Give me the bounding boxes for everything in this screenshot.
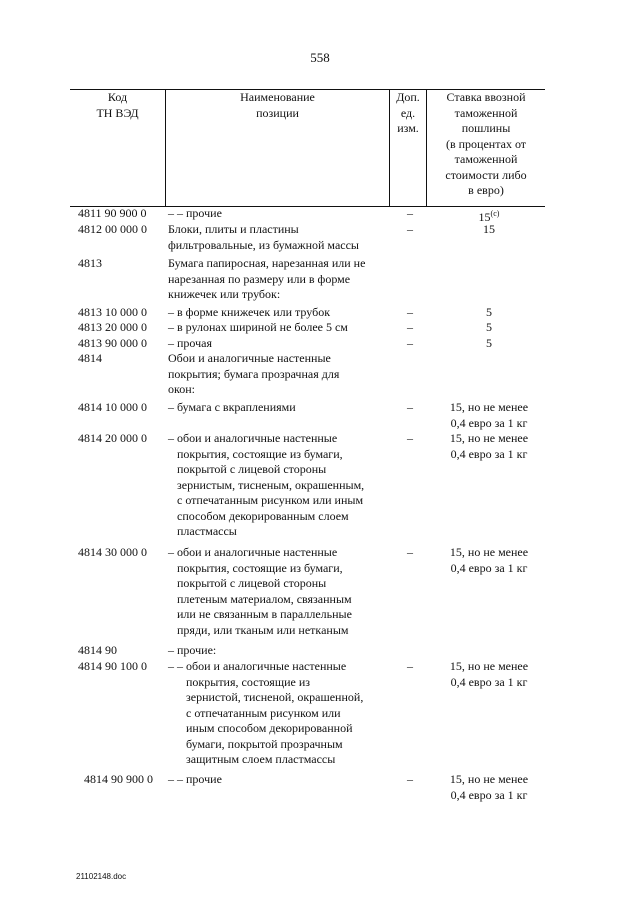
position-name-line: способом декорированным слоем xyxy=(168,508,349,523)
header-unit: Доп. ед. изм. xyxy=(396,90,420,135)
tn-ved-code: 4812 00 000 0 xyxy=(78,222,147,236)
tn-ved-code: 4814 90 100 0 xyxy=(78,659,147,673)
duty-rate-line xyxy=(433,788,545,804)
position-name-line: с отпечатанным рисунком или xyxy=(168,705,341,720)
duty-rate-text: 5 xyxy=(486,305,492,319)
position-name-line: окон: xyxy=(168,382,195,396)
duty-rate-text: 5 xyxy=(486,336,492,350)
position-name xyxy=(168,351,393,398)
position-name xyxy=(168,256,393,303)
position-name-line: нарезанная по размеру или в форме xyxy=(168,271,351,286)
duty-rate-line xyxy=(433,431,545,447)
tn-ved-code: 4813 90 000 0 xyxy=(78,336,147,350)
duty-rate-line xyxy=(433,320,545,336)
position-name-line: покрытой с лицевой стороны xyxy=(168,462,327,476)
position-name-line: Бумага папиросная, нарезанная или не xyxy=(168,256,366,270)
position-name-line: – обои и аналогичные настенные xyxy=(168,431,338,445)
position-name xyxy=(168,659,393,768)
position-name-line: покрытой с лицевой стороны xyxy=(168,576,327,590)
position-name-line: – обои и аналогичные настенные xyxy=(168,545,338,559)
position-name-line: плетеным материалом, связанным xyxy=(168,591,352,606)
position-name-line: пластмассы xyxy=(168,524,237,538)
tn-ved-code: 4813 20 000 0 xyxy=(78,320,147,334)
duty-rate-text: 15, но не менее xyxy=(449,545,529,559)
additional-unit: – xyxy=(407,206,413,220)
duty-rate-text: 15 xyxy=(483,222,495,236)
position-name-line: – в рулонах шириной не более 5 см xyxy=(168,320,348,334)
tn-ved-code: 4814 xyxy=(78,351,102,365)
tn-ved-code: 4814 30 000 0 xyxy=(78,545,147,559)
position-name xyxy=(168,305,393,321)
duty-rate-text: 15, но не менее xyxy=(449,659,529,673)
position-name-line: фильтровальные, из бумажной массы xyxy=(168,237,359,252)
duty-rate-text: 15, но не менее xyxy=(449,400,529,414)
duty-rate-text: 0,4 евро за 1 кг xyxy=(450,446,528,461)
position-name xyxy=(168,431,393,540)
tn-ved-code: 4814 20 000 0 xyxy=(78,431,147,445)
footer-filename: 21102148.doc xyxy=(76,872,127,881)
tn-ved-code: 4813 10 000 0 xyxy=(78,305,147,319)
duty-rate-text: 5 xyxy=(486,320,492,334)
additional-unit: – xyxy=(407,659,413,673)
position-name-line: – в форме книжечек или трубок xyxy=(168,305,331,319)
position-name-line: покрытия; бумага прозрачная для xyxy=(168,366,340,381)
duty-rate xyxy=(433,545,545,576)
duty-rate-text: 15, но не менее xyxy=(449,772,529,786)
header-code: Код ТН ВЭД xyxy=(96,90,139,120)
duty-rate-text: 15, но не менее xyxy=(449,431,529,445)
footnote-marker: (c) xyxy=(490,209,500,218)
duty-rate xyxy=(433,659,545,690)
duty-rate xyxy=(433,400,545,431)
position-name xyxy=(168,643,393,659)
position-name-line: иным способом декорированной xyxy=(168,721,353,735)
duty-rate-text: 0,4 евро за 1 кг xyxy=(450,674,528,689)
position-name-line: покрытия, состоящие из бумаги, xyxy=(168,560,343,575)
duty-rate-line xyxy=(433,416,545,432)
duty-rate-line xyxy=(433,400,545,416)
position-name xyxy=(168,545,393,638)
position-name-line: Обои и аналогичные настенные xyxy=(168,351,331,365)
position-name-line: пряди, или тканым или нетканым xyxy=(168,622,349,637)
duty-rate-line xyxy=(433,659,545,675)
tn-ved-code: 4814 90 xyxy=(78,643,117,657)
duty-rate xyxy=(433,320,545,336)
position-name-line: – прочие: xyxy=(168,643,217,657)
position-name xyxy=(168,336,393,352)
position-name-line: – – обои и аналогичные настенные xyxy=(168,659,347,673)
additional-unit: – xyxy=(407,772,413,786)
duty-rate-line xyxy=(433,772,545,788)
duty-rate-line xyxy=(433,545,545,561)
position-name-line: зернистой, тисненой, окрашенной, xyxy=(168,690,364,704)
duty-rate-line xyxy=(433,336,545,352)
additional-unit: – xyxy=(407,320,413,334)
position-name-line: – бумага с вкраплениями xyxy=(168,400,296,414)
duty-rate xyxy=(433,222,545,238)
tn-ved-code: 4811 90 900 0 xyxy=(78,206,147,220)
duty-rate-line xyxy=(433,561,545,577)
position-name-line: или не связанным в параллельные xyxy=(168,607,352,621)
additional-unit: – xyxy=(407,222,413,236)
position-name xyxy=(168,222,393,253)
page-number: 558 xyxy=(310,50,330,65)
position-name-line: с отпечатанным рисунком или иным xyxy=(168,493,364,507)
tn-ved-code: 4814 90 900 0 xyxy=(84,772,153,786)
duty-rate-line xyxy=(433,447,545,463)
duty-rate xyxy=(433,336,545,352)
position-name xyxy=(168,400,393,416)
position-name-line: – – прочие xyxy=(168,772,222,786)
position-name-line: покрытия, состоящие из xyxy=(168,674,310,689)
position-name-line: книжечек или трубок: xyxy=(168,287,281,301)
position-name xyxy=(168,772,393,788)
header-name: Наименование позиции xyxy=(240,90,315,120)
additional-unit: – xyxy=(407,305,413,319)
duty-rate xyxy=(433,305,545,321)
tn-ved-code: 4813 xyxy=(78,256,102,270)
position-name-line: защитным слоем пластмассы xyxy=(168,752,336,766)
duty-rate-line xyxy=(433,222,545,238)
additional-unit: – xyxy=(407,336,413,350)
header-rate: Ставка ввозной таможенной пошлины (в процентах от таможенной стоимости либо в евро) xyxy=(445,90,527,197)
duty-rate-text: 15 xyxy=(478,210,491,224)
position-name-line: зернистым, тисненым, окрашенным, xyxy=(168,477,365,492)
position-name xyxy=(168,206,393,222)
duty-rate-text: 0,4 евро за 1 кг xyxy=(450,415,528,430)
additional-unit: – xyxy=(407,545,413,559)
duty-rate-line xyxy=(433,305,545,321)
additional-unit: – xyxy=(407,431,413,445)
position-name-line: – прочая xyxy=(168,336,212,350)
duty-rate-line xyxy=(433,675,545,691)
duty-rate xyxy=(433,772,545,803)
additional-unit: – xyxy=(407,400,413,414)
position-name-line: Блоки, плиты и пластины xyxy=(168,222,299,236)
position-name-line: покрытия, состоящие из бумаги, xyxy=(168,446,343,461)
duty-rate-text: 0,4 евро за 1 кг xyxy=(450,787,528,802)
tn-ved-code: 4814 10 000 0 xyxy=(78,400,147,414)
duty-rate xyxy=(433,431,545,462)
duty-rate-text: 0,4 евро за 1 кг xyxy=(450,560,528,575)
position-name-line: бумаги, покрытой прозрачным xyxy=(168,736,343,751)
position-name xyxy=(168,320,393,336)
position-name-line: – – прочие xyxy=(168,206,222,220)
